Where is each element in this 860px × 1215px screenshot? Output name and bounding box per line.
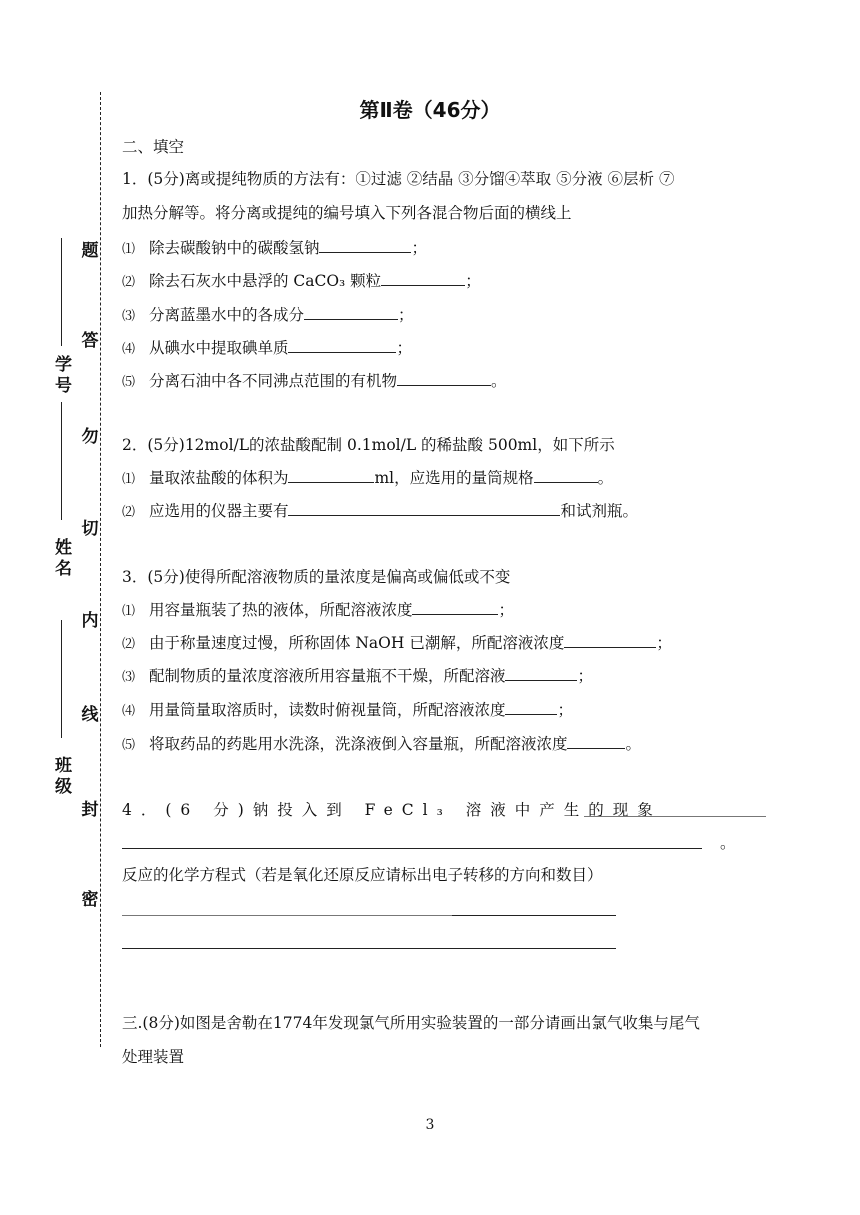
seal-char-8: 密 xyxy=(81,890,99,910)
q1-item-1 xyxy=(122,237,427,261)
name-label: 姓名 xyxy=(51,538,71,580)
item-number: ⑴ xyxy=(122,604,136,619)
q3-item-1 xyxy=(122,599,514,623)
seal-char-4: 切 xyxy=(81,519,99,539)
answer-blank[interactable] xyxy=(564,632,656,648)
answer-blank[interactable] xyxy=(288,500,560,516)
q4-end-mark: 。 xyxy=(720,834,736,852)
answer-blank[interactable] xyxy=(505,665,577,681)
item-number: ⑶ xyxy=(122,309,136,324)
seal-char-7: 封 xyxy=(81,800,99,820)
q2-item-1 xyxy=(122,467,613,491)
q1-stem-line1: 1．(5分)离或提纯物质的方法有：①过滤 ②结晶 ③分馏④萃取 ⑤分液 ⑥层析 ⑦ xyxy=(122,170,675,188)
class-blank xyxy=(61,620,62,738)
q4-answer-line-2[interactable] xyxy=(122,848,702,849)
item-text: 从碘水中提取碘单质 xyxy=(148,339,289,357)
q2-stem: 2．(5分)12mol/L的浓盐酸配制 0.1mol/L 的稀盐酸 500ml，如下所示 xyxy=(122,436,615,454)
q3-item-4 xyxy=(122,699,573,723)
item-end: ； xyxy=(557,701,573,719)
equation-line-1b[interactable] xyxy=(452,915,616,916)
item-end: 。 xyxy=(597,469,614,487)
item-end: 。 xyxy=(625,735,641,753)
item-text: ml，应选用的量筒规格 xyxy=(374,469,534,487)
answer-blank[interactable] xyxy=(397,370,491,386)
item-text: 应选用的仪器主要有 xyxy=(148,502,289,520)
seal-char-6: 线 xyxy=(81,705,99,725)
item-number: ⑵ xyxy=(122,505,136,520)
item-end: ； xyxy=(577,667,593,685)
item-text: 将取药品的药匙用水洗涤，洗涤液倒入容量瓶，所配溶液浓度 xyxy=(148,735,568,753)
item-text: 除去碳酸钠中的碳酸氢钠 xyxy=(148,239,320,257)
item-number: ⑸ xyxy=(122,738,136,753)
answer-blank[interactable] xyxy=(304,304,398,320)
item-text: 用容量瓶装了热的液体，所配溶液浓度 xyxy=(148,601,413,619)
student-no-blank xyxy=(61,238,62,346)
seal-char-2: 答 xyxy=(81,331,99,351)
item-end: ； xyxy=(498,601,514,619)
item-end: 。 xyxy=(490,372,507,390)
q5-line2: 处理装置 xyxy=(122,1048,185,1066)
class-label: 班级 xyxy=(51,756,71,798)
seal-char-5: 内 xyxy=(81,611,99,631)
q1-item-4 xyxy=(122,337,412,361)
item-number: ⑵ xyxy=(122,275,136,290)
item-text: 分离石油中各不同沸点范围的有机物 xyxy=(148,372,397,390)
item-text: 由于称量速度过慢，所称固体 NaOH 已潮解，所配溶液浓度 xyxy=(148,634,565,652)
q4-equation-prompt: 反应的化学方程式（若是氧化还原反应请标出电子转移的方向和数目） xyxy=(122,866,603,884)
q3-item-3 xyxy=(122,665,593,689)
q1-item-5 xyxy=(122,370,506,394)
equation-line-1a[interactable] xyxy=(122,915,452,916)
student-no-label: 学号 xyxy=(51,355,71,397)
answer-blank[interactable] xyxy=(567,733,625,749)
seal-char-3: 勿 xyxy=(81,427,99,447)
page-title: 第Ⅱ卷（46分） xyxy=(359,98,501,122)
equation-line-2[interactable] xyxy=(122,948,616,949)
seal-char-1: 题 xyxy=(81,241,99,261)
q5-line1: 三.(8分)如图是舍勒在1774年发现氯气所用实验装置的一部分请画出氯气收集与尾气 xyxy=(122,1014,700,1032)
item-text: 量取浓盐酸的体积为 xyxy=(148,469,289,487)
q1-stem-line2: 加热分解等。将分离或提纯的编号填入下列各混合物后面的横线上 xyxy=(122,204,572,222)
item-text: 除去石灰水中悬浮的 CaCO₃ 颗粒 xyxy=(148,272,382,290)
item-number: ⑸ xyxy=(122,375,136,390)
section-heading: 二、填空 xyxy=(122,138,185,156)
item-end: ； xyxy=(411,239,427,257)
q4-stem: 4．(6 分)钠投入到 FeCl₃ 溶液中产生的现象 xyxy=(122,801,662,819)
page-number: 3 xyxy=(425,1117,435,1133)
item-number: ⑵ xyxy=(122,637,136,652)
item-number: ⑶ xyxy=(122,670,136,685)
item-number: ⑴ xyxy=(122,472,136,487)
q3-stem: 3．(5分)使得所配溶液物质的量浓度是偏高或偏低或不变 xyxy=(122,568,511,586)
item-text: 和试剂瓶。 xyxy=(560,502,638,520)
q3-item-5 xyxy=(122,733,641,757)
q1-item-3 xyxy=(122,304,413,328)
item-text: 配制物质的量浓度溶液所用容量瓶不干燥，所配溶液 xyxy=(148,667,506,685)
item-end: ； xyxy=(465,272,481,290)
answer-blank[interactable] xyxy=(381,270,465,286)
item-end: ； xyxy=(397,306,414,324)
answer-blank[interactable] xyxy=(319,237,411,253)
name-blank-upper xyxy=(61,402,62,520)
answer-blank[interactable] xyxy=(288,337,396,353)
answer-blank[interactable] xyxy=(534,467,598,483)
item-number: ⑷ xyxy=(122,704,136,719)
item-text: 用量筒量取溶质时，读数时俯视量筒，所配溶液浓度 xyxy=(148,701,506,719)
item-number: ⑴ xyxy=(122,242,136,257)
item-end: ； xyxy=(656,634,672,652)
answer-blank[interactable] xyxy=(412,599,498,615)
q3-item-2 xyxy=(122,632,672,656)
q1-item-2 xyxy=(122,270,481,294)
q4-answer-line-1[interactable] xyxy=(584,816,766,817)
answer-blank[interactable] xyxy=(288,467,374,483)
q2-item-2 xyxy=(122,500,638,524)
answer-blank[interactable] xyxy=(505,699,557,715)
item-number: ⑷ xyxy=(122,342,136,357)
item-end: ； xyxy=(396,339,412,357)
item-text: 分离蓝墨水中的各成分 xyxy=(148,306,304,324)
